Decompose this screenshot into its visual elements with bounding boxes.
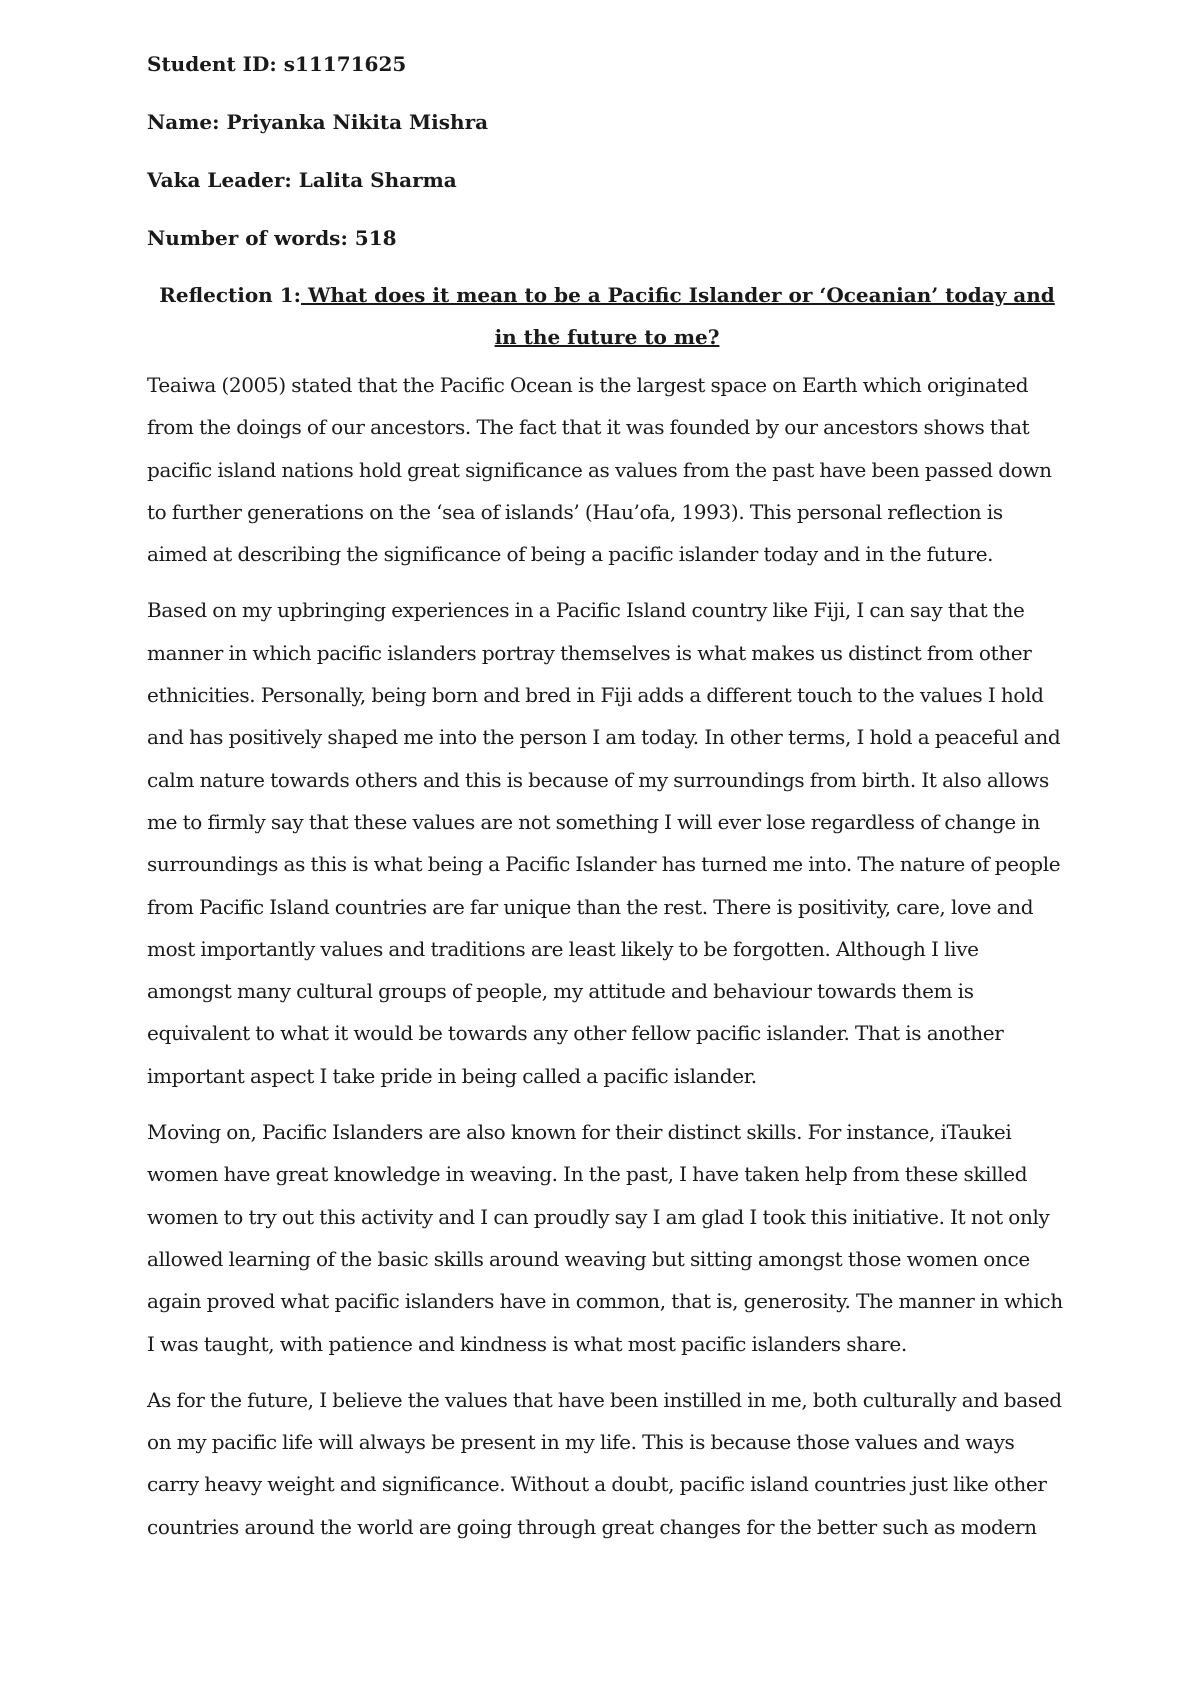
- paragraph-skills: Moving on, Pacific Islanders are also known for their distinct skills. For instance, iTaukei women have great knowledge in weaving. In the past, I have taken help from these skilled women to try out this activity and I can proudly say I am glad I took this initiative. It not only allowed learning of the basic skills around weaving but sitting amongst those women once again proved what pacific islanders have in common, that is, generosity. The manner in which I was taught, with patience and kindness is what most pacific islanders share.: [147, 1120, 1063, 1356]
- reflection-label: Reflection 1:: [159, 283, 301, 307]
- paragraph-upbringing: Based on my upbringing experiences in a Pacific Island country like Fiji, I can say that the manner in which pacific islanders portray themselves is what makes us distinct from other ethnicities. Personally, being born and bred in Fiji adds a different touch to the values I hold and has positively shaped me into the person I am today. In other terms, I hold a peaceful and calm nature towards others and this is because of my surroundings from birth. It also allows me to firmly say that these values are not something I will ever lose regardless of change in surroundings as this is what being a Pacific Islander has turned me into. The nature of people from Pacific Island countries are far unique than the rest. There is positivity, care, love and most importantly values and traditions are least likely to be forgotten. Although I live amongst many cultural groups of people, my attitude and behaviour towards them is equivalent to what it would be towards any other fellow pacific islander. That is another important aspect I take pride in being called a pacific islander.: [147, 598, 1061, 1088]
- paragraph-intro: Teaiwa (2005) stated that the Pacific Ocean is the largest space on Earth which originated from the doings of our ancestors. The fact that it was founded by our ancestors shows that pacific island nations hold great significance as values from the past have been passed down to further generations on the ‘sea of islands’ (Hau’ofa, 1993). This personal reflection is aimed at describing the significance of being a pacific islander today and in the future.: [147, 373, 1052, 567]
- vaka-leader: Vaka Leader: Lalita Sharma: [147, 168, 457, 192]
- reflection-question: What does it mean to be a Pacific Islander or ‘Oceanian’ today and in the future to me?: [301, 283, 1055, 349]
- student-id: Student ID: s11171625: [147, 52, 407, 76]
- paragraph-future: As for the future, I believe the values that have been instilled in me, both culturally and based on my pacific life will always be present in my life. This is because those values and ways carry heavy weight and significance. Without a doubt, pacific island countries just like other countries around the world are going through great changes for the better such as modern: [147, 1387, 1062, 1539]
- reflection-title: [147, 274, 1067, 358]
- student-name: Name: Priyanka Nikita Mishra: [147, 110, 489, 134]
- word-count: Number of words: 518: [147, 226, 397, 250]
- document-page: [147, 52, 1067, 1548]
